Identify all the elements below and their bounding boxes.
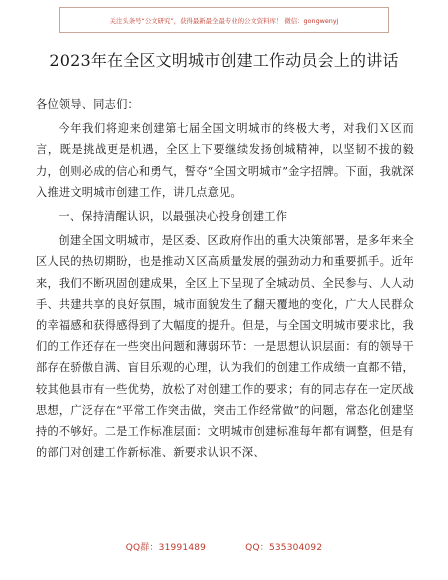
paragraph-section-1: 创建全国文明城市，是区委、区政府作出的重大决策部署，是多年来全区人民的热切期盼，也是推动Ｘ区高质量发展的强劲动力和重要抓手。近年来，我们不断巩固创建成果，全区上下呈现了全城动员、全民参与、人人动手、共建共享的良好氛围，城市面貌发生了翻天覆地的变化，广大人民群众的幸福感和获得感得到了大幅度的提升。但是，与全国文明城市要求比，我们的工作还存在一些突出问题和薄弱环节：一是思想认识层面：有的领导干部存在骄傲自满、盲目乐观的心理，认为我们的创建工作成绩一直都不错，较其他县市有一些优势，放松了对创建工作的要求；有的同志存在一定厌战思想，广泛存在“平常工作突击做，突击工作经常做”的问题，常态化创建坚持的不够好。二是工作标准层面：文明城市创建标准每年都有调整，但是有的部门对创建工作新标准、新要求认识不深、: [36, 234, 414, 460]
section-heading-1: 一、保持清醒认识，以最强决心投身创建工作: [58, 210, 288, 224]
footer-contacts: [0, 540, 448, 553]
paragraph-intro: 今年我们将迎来创建第七届全国文明城市的终极大考，对我们Ｘ区而言，既是挑战更是机遇，全区上下要继续发扬创城精神，以坚韧不拔的毅力，创则必成的信心和勇气，誓夺“全国文明城市”金字招牌。下面，我就深入推进文明城市创建工作，讲几点意见。: [36, 122, 414, 199]
greeting: 各位领导、同志们：: [36, 98, 139, 111]
document-body: [36, 94, 414, 463]
footer-qq-group: QQ群：31991489: [125, 543, 207, 553]
header-banner: [59, 7, 389, 33]
document-title: 2023年在全区文明城市创建工作动员会上的讲话: [49, 51, 399, 70]
footer-qq: QQ：535304092: [245, 543, 323, 553]
banner-text: 关注头条号“公文研究”，获得最新最全最专业的公文资料库！ 微信：gongwenyj: [109, 16, 339, 25]
